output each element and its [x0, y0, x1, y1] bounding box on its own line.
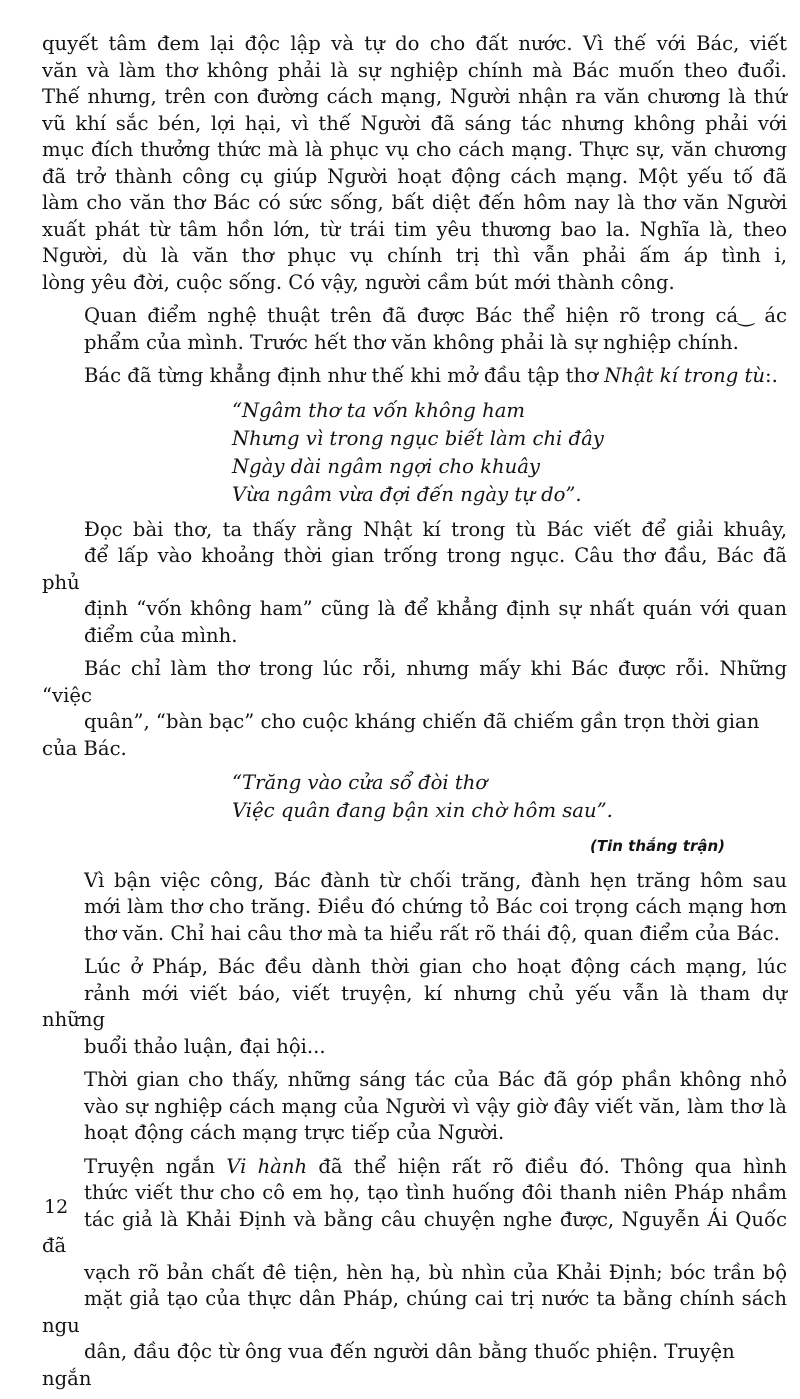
text-line: Người, dù là văn thơ phục vụ chính trị thì vẫn phải ấm áp tình i,	[42, 244, 787, 267]
poem-line: Vừa ngâm vừa đợi đến ngày tự do”.	[232, 482, 582, 506]
paragraph	[42, 1154, 787, 1393]
poem-line: “Trăng vào cửa sổ đòi thơ	[232, 771, 488, 794]
text-line: Bác đã từng khẳng định như thế khi mở đầu tập thơ Nhật kí trong tù:.	[84, 364, 778, 387]
poem-source: (Tin thắng trận)	[590, 837, 725, 855]
text-line: vũ khí sắc bén, lợi hại, vì thế Người đã sáng tác nhưng không phải với	[42, 111, 787, 135]
text-line: Thế nhưng, trên con đường cách mạng, Người nhận ra văn chương là thứ	[42, 85, 787, 108]
text-line: mới làm thơ cho trăng. Điều đó chứng tỏ Bác coi trọng cách mạng hơn	[84, 895, 787, 918]
page-number: 12	[44, 1196, 69, 1218]
paragraph	[42, 363, 787, 390]
page-text	[42, 31, 787, 1399]
paragraph	[42, 868, 787, 948]
paragraph	[42, 954, 787, 1060]
paragraph	[42, 517, 787, 650]
paragraph	[42, 303, 787, 356]
text-line: vạch rõ bản chất đê tiện, hèn hạ, bù nhìn của Khải Định; bóc trần bộ	[84, 1260, 787, 1284]
text-line: mục đích thưởng thức mà là phục vụ cho cách mạng. Thực sự, văn chương	[42, 138, 787, 161]
poem-line: Ngày dài ngâm ngợi cho khuây	[232, 454, 540, 478]
text-line: đã trở thành công cụ giúp Người hoạt động cách mạng. Một yếu tố đã	[42, 164, 787, 188]
text-line: hoạt động cách mạng trực tiếp của Người.	[84, 1121, 505, 1144]
text-line: rảnh mới viết báo, viết truyện, kí nhưng chủ yếu vẫn là tham dự những	[42, 981, 787, 1031]
text-line: Truyện ngắn Vi hành đã thể hiện rất rõ điều đó. Thông qua hình	[84, 1154, 787, 1178]
text-line: thơ văn. Chỉ hai câu thơ mà ta hiểu rất rõ thái độ, quan điểm của Bác.	[84, 921, 780, 945]
text-line: quyết tâm đem lại độc lập và tự do cho đất nước. Vì thế với Bác, viết	[42, 32, 787, 55]
text-line: Lúc ở Pháp, Bác đều dành thời gian cho hoạt động cách mạng, lúc	[84, 955, 787, 978]
text-line: để lấp vào khoảng thời gian trống trong ngục. Câu thơ đầu, Bác đã phủ	[42, 544, 787, 594]
text-line: buổi thảo luận, đại hội...	[84, 1034, 326, 1058]
text-line: vào sự nghiệp cách mạng của Người vì vậy giờ đây viết văn, làm thơ là	[84, 1094, 787, 1118]
text-line: tác giả là Khải Định và bằng câu chuyện nghe được, Nguyễn Ái Quốc đã	[42, 1207, 787, 1257]
poem-line: Việc quân đang bận xin chờ hôm sau”.	[232, 799, 613, 822]
poem-line: Nhưng vì trong ngục biết làm chi đây	[232, 426, 604, 450]
text-line: dân, đầu độc từ ông vua đến người dân bằng thuốc phiện. Truyện ngắn	[42, 1340, 735, 1390]
text-line: phẩm của mình. Trước hết thơ văn không phải là sự nghiệp chính.	[84, 330, 739, 354]
text-line: định “vốn không ham” cũng là để khẳng định sự nhất quán với quan	[84, 597, 787, 620]
text-line: Đọc bài thơ, ta thấy rằng Nhật kí trong tù Bác viết để giải khuây,	[84, 517, 787, 541]
text-line: làm cho văn thơ Bác có sức sống, bất diệt đến hôm nay là thơ văn Người	[42, 191, 787, 214]
text-line: thức viết thư cho cô em họ, tạo tình huống đôi thanh niên Pháp nhầm	[84, 1181, 787, 1204]
text-line: điểm của mình.	[84, 623, 238, 647]
text-line: Thời gian cho thấy, những sáng tác của Bác đã góp phần không nhỏ	[84, 1068, 787, 1091]
paragraph	[42, 31, 787, 296]
text-line: Vì bận việc công, Bác đành từ chối trăng, đành hẹn trăng hôm sau	[84, 868, 787, 892]
text-line: lòng yêu đời, cuộc sống. Có vậy, người cầm bút mới thành công.	[42, 270, 675, 294]
poem-line: “Ngâm thơ ta vốn không ham	[232, 398, 525, 422]
text-line: văn và làm thơ không phải là sự nghiệp chính mà Bác muốn theo đuổi.	[42, 58, 787, 82]
paragraph	[42, 656, 787, 762]
poem-quote	[232, 769, 787, 825]
text-line: Quan điểm nghệ thuật trên đã được Bác thể hiện rõ trong cá‿ ác	[84, 304, 787, 327]
poem-quote	[232, 397, 787, 509]
text-line: mặt giả tạo của thực dân Pháp, chúng cai trị nước ta bằng chính sách ngu	[42, 1287, 787, 1337]
text-line: quân”, “bàn bạc” cho cuộc kháng chiến đã chiếm gần trọn thời gian của Bác.	[42, 710, 760, 760]
text-line: Bác chỉ làm thơ trong lúc rỗi, nhưng mấy khi Bác được rỗi. Những “việc	[42, 657, 787, 707]
text-line: xuất phát từ tâm hồn lớn, từ trái tim yêu thương bao la. Nghĩa là, theo	[42, 217, 787, 241]
paragraph	[42, 1067, 787, 1147]
